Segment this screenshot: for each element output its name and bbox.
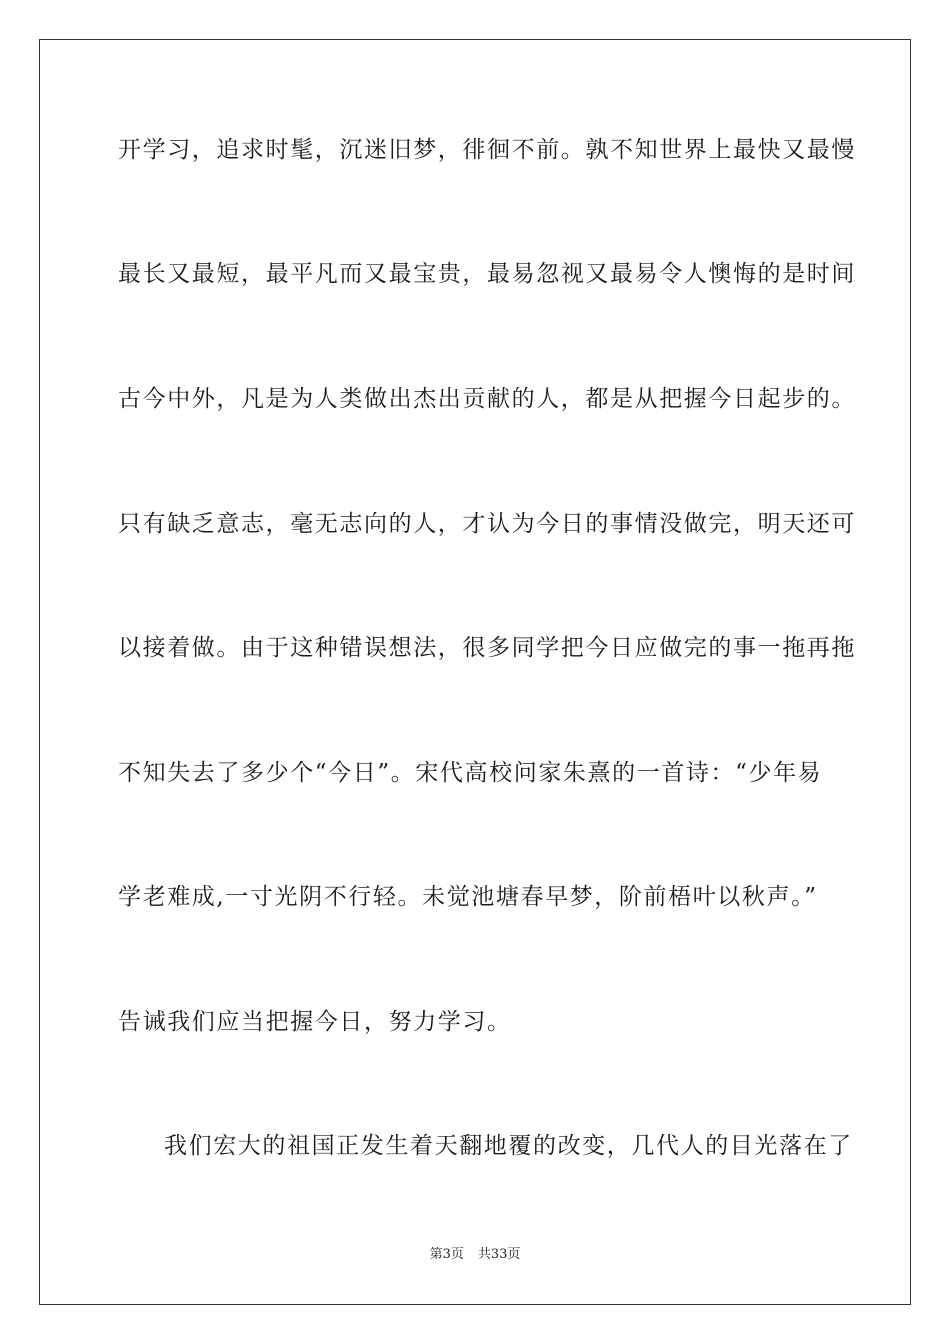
text-line: 以接着做。由于这种错误想法，很多同学把今日应做完的事一拖再拖: [118, 635, 856, 661]
text-line: 学老难成,一寸光阴不行轻。未觉池塘春早梦，阶前梧叶以秋声。”: [118, 884, 818, 910]
text-line: 最长又最短，最平凡而又最宝贵，最易忽视又最易令人懊悔的是时间: [118, 261, 856, 287]
page-footer: [0, 1246, 950, 1264]
text-line: 不知失去了多少个“今日”。宋代高校问家朱熹的一首诗：“少年易: [118, 760, 823, 786]
text-line: 告诫我们应当把握今日，努力学习。: [118, 1009, 512, 1035]
page-border: [39, 39, 911, 1305]
text-line: 只有缺乏意志，毫无志向的人，才认为今日的事情没做完，明天还可: [118, 511, 856, 537]
page-total: 共33页: [477, 1247, 521, 1262]
paragraph-first-line: 我们宏大的祖国正发生着天翻地覆的改变，几代人的目光落在了: [164, 1133, 853, 1159]
text-line: 古今中外，凡是为人类做出杰出贡献的人，都是从把握今日起步的。: [118, 386, 856, 412]
page-number: 第3页: [429, 1247, 464, 1262]
text-line: 开学习，追求时髦，沉迷旧梦，徘徊不前。孰不知世界上最快又最慢: [118, 137, 856, 163]
